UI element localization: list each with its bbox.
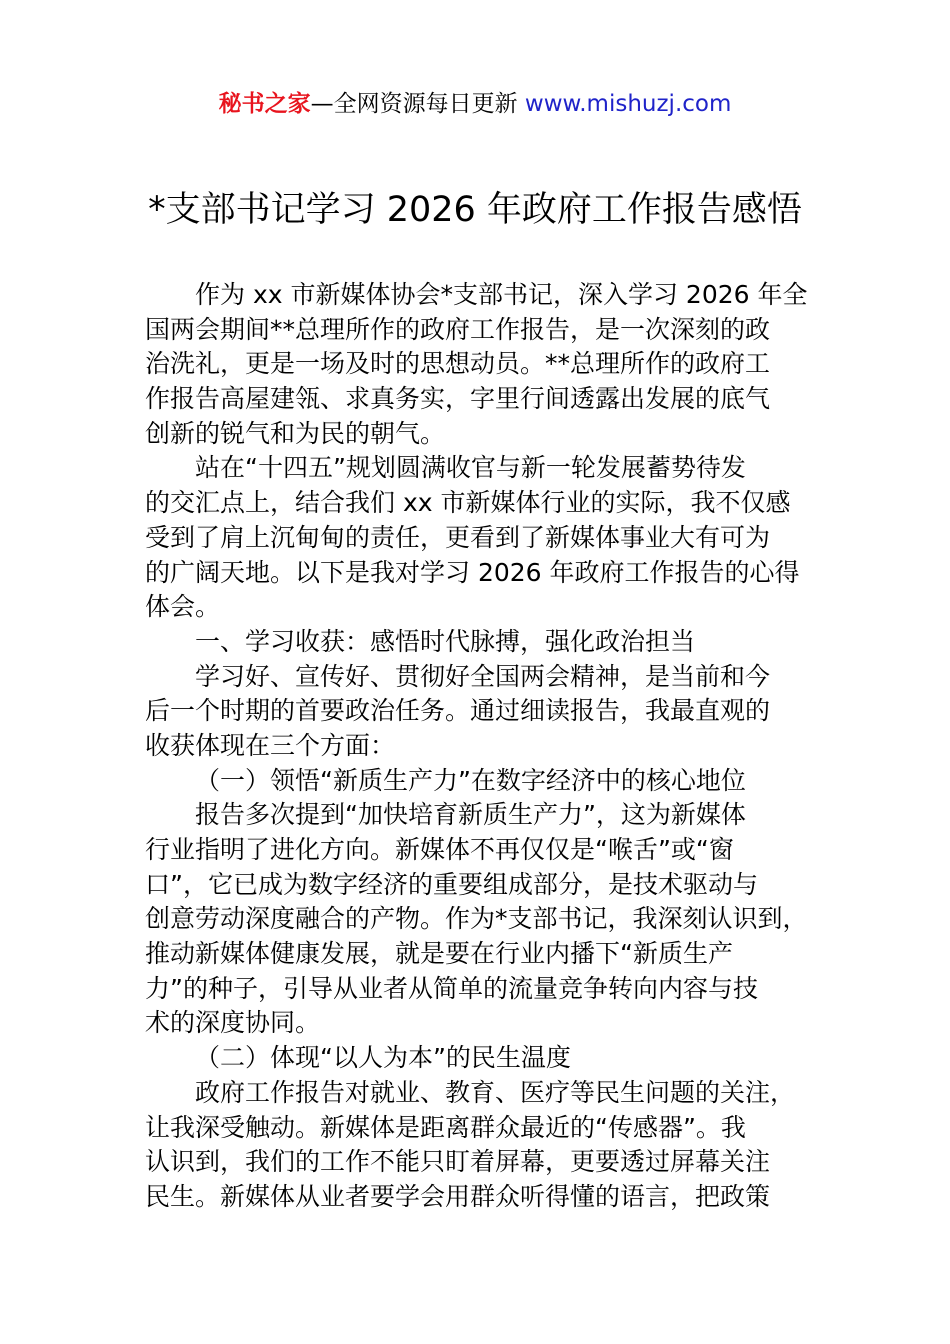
text-line: 认识到，我们的工作不能只盯着屏幕，更要透过屏幕关注	[145, 1147, 771, 1177]
text-line: 收获体现在三个方面：	[145, 730, 396, 760]
text-line: 行业指明了进化方向。新媒体不再仅仅是“喉舌”或“窗	[145, 835, 734, 864]
site-brand: 秘书之家	[218, 91, 311, 117]
text-line: 报告多次提到“加快培育新质生产力”，这为新媒体	[195, 800, 746, 830]
section-heading: 一、学习收获：感悟时代脉搏，强化政治担当	[195, 626, 696, 656]
text-line: 术的深度协同。	[145, 1008, 321, 1038]
text-line: 创新的锐气和为民的朝气。	[145, 418, 446, 448]
site-header	[0, 88, 950, 120]
text-line: 体会。	[145, 592, 221, 622]
text-line: 后一个时期的首要政治任务。通过细读报告，我最直观的	[145, 696, 771, 726]
document-body	[145, 278, 808, 1215]
text-line: 的交汇点上，结合我们 xx 市新媒体行业的实际，我不仅感	[145, 488, 791, 518]
site-slogan: —全网资源每日更新	[310, 91, 525, 117]
text-line: 让我深受触动。新媒体是距离群众最近的“传感器”。我	[145, 1112, 746, 1142]
text-line: 创意劳动深度融合的产物。作为*支部书记，我深刻认识到，	[145, 904, 808, 934]
text-line: 学习好、宣传好、贯彻好全国两会精神，是当前和今	[195, 661, 771, 691]
document-title: *支部书记学习 2026 年政府工作报告感悟	[148, 190, 802, 230]
text-line: 口”，它已成为数字经济的重要组成部分，是技术驱动与	[145, 869, 758, 899]
text-line: 推动新媒体健康发展，就是要在行业内播下“新质生产	[145, 939, 733, 969]
text-line: 国两会期间**总理所作的政府工作报告，是一次深刻的政	[145, 314, 771, 344]
subsection-heading: （二）体现“以人为本”的民生温度	[195, 1043, 571, 1073]
text-line: 力”的种子，引导从业者从简单的流量竞争转向内容与技	[145, 973, 758, 1003]
text-line: 治洗礼，更是一场及时的思想动员。**总理所作的政府工	[145, 349, 771, 379]
text-line: 作报告高屋建瓴、求真务实，字里行间透露出发展的底气	[145, 384, 771, 414]
text-line: 受到了肩上沉甸甸的责任，更看到了新媒体事业大有可为	[145, 522, 771, 552]
text-line: 的广阔天地。以下是我对学习 2026 年政府工作报告的心得	[145, 557, 800, 587]
subsection-heading: （一）领悟“新质生产力”在数字经济中的核心地位	[195, 765, 746, 795]
text-line: 站在“十四五”规划圆满收官与新一轮发展蓄势待发	[195, 453, 746, 483]
text-line: 政府工作报告对就业、教育、医疗等民生问题的关注，	[195, 1077, 796, 1107]
text-line: 民生。新媒体从业者要学会用群众听得懂的语言，把政策	[145, 1181, 771, 1211]
site-url[interactable]: www.mishuzj.com	[524, 91, 732, 117]
text-line: 作为 xx 市新媒体协会*支部书记，深入学习 2026 年全	[195, 280, 808, 309]
